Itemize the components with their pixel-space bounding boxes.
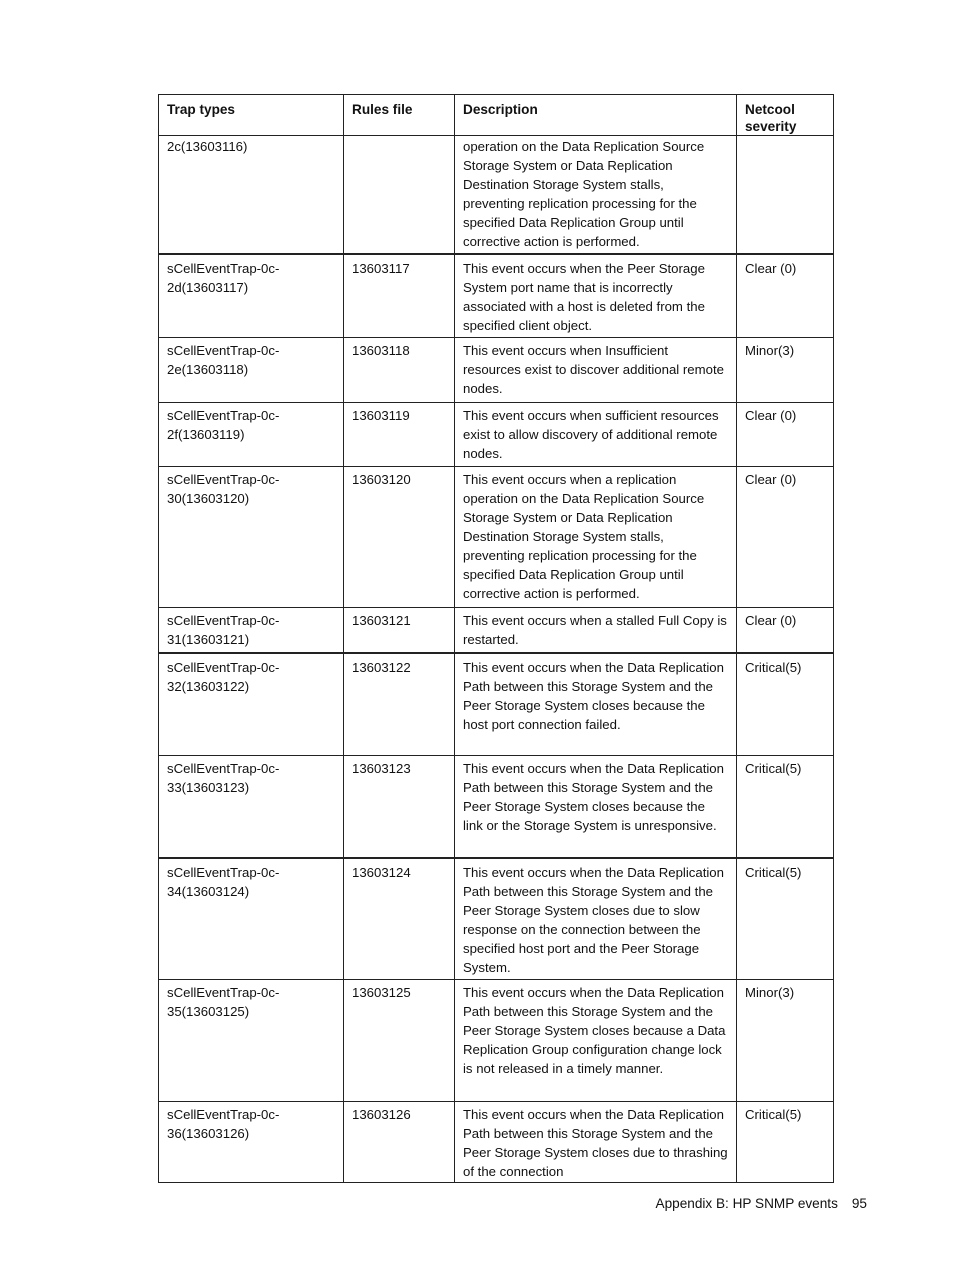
cell-trap-type: 2c(13603116) — [159, 136, 344, 254]
cell-trap-type: sCellEventTrap-0c-2d(13603117) — [159, 254, 344, 338]
table-row — [159, 403, 834, 467]
cell-rules-file: 13603119 — [344, 403, 455, 467]
cell-rules-file: 13603118 — [344, 338, 455, 403]
cell-rules-file: 13603123 — [344, 756, 455, 858]
cell-trap-type: sCellEventTrap-0c-35(13603125) — [159, 980, 344, 1102]
cell-description: operation on the Data Replication Source Storage System or Data Replication Destination Storage System stalls, preventing replication processing for the specified Data Replication Group until corrective action is performed. — [455, 136, 737, 254]
cell-rules-file: 13603120 — [344, 467, 455, 608]
cell-trap-type: sCellEventTrap-0c-2e(13603118) — [159, 338, 344, 403]
table-row — [159, 338, 834, 403]
cell-severity: Clear (0) — [737, 608, 834, 653]
cell-severity: Critical(5) — [737, 756, 834, 858]
table-row — [159, 1102, 834, 1183]
cell-severity: Minor(3) — [737, 980, 834, 1102]
cell-description: This event occurs when the Data Replication Path between this Storage System and the Peer Storage System closes because the link or the Storage System is unresponsive. — [455, 756, 737, 858]
table-row — [159, 136, 834, 254]
cell-description: This event occurs when a stalled Full Copy is restarted. — [455, 608, 737, 653]
cell-trap-type: sCellEventTrap-0c-2f(13603119) — [159, 403, 344, 467]
header-rules-file: Rules file — [344, 95, 455, 136]
header-netcool-severity: Netcool severity — [737, 95, 834, 136]
cell-trap-type: sCellEventTrap-0c-36(13603126) — [159, 1102, 344, 1183]
cell-severity: Clear (0) — [737, 254, 834, 338]
cell-trap-type: sCellEventTrap-0c-30(13603120) — [159, 467, 344, 608]
cell-trap-type: sCellEventTrap-0c-31(13603121) — [159, 608, 344, 653]
cell-description: This event occurs when sufficient resources exist to allow discovery of additional remote nodes. — [455, 403, 737, 467]
page-footer — [656, 1195, 867, 1213]
cell-severity: Critical(5) — [737, 653, 834, 756]
cell-description: This event occurs when the Data Replication Path between this Storage System and the Peer Storage System closes because the host port connection failed. — [455, 653, 737, 756]
cell-severity: Clear (0) — [737, 403, 834, 467]
table-row — [159, 254, 834, 338]
table-row — [159, 858, 834, 980]
page-number: 95 — [851, 1196, 867, 1211]
table-row — [159, 653, 834, 756]
cell-trap-type: sCellEventTrap-0c-34(13603124) — [159, 858, 344, 980]
table-header-row — [159, 95, 834, 136]
cell-rules-file: 13603124 — [344, 858, 455, 980]
table-row — [159, 756, 834, 858]
cell-rules-file: 13603117 — [344, 254, 455, 338]
cell-severity — [737, 136, 834, 254]
cell-description: This event occurs when the Data Replication Path between this Storage System and the Peer Storage System closes because a Data Replication Group configuration change lock is not released in a timely manner. — [455, 980, 737, 1102]
cell-severity: Critical(5) — [737, 858, 834, 980]
cell-trap-type: sCellEventTrap-0c-33(13603123) — [159, 756, 344, 858]
header-trap-types: Trap types — [159, 95, 344, 136]
table-row — [159, 608, 834, 653]
cell-severity: Critical(5) — [737, 1102, 834, 1183]
footer-section-title: Appendix B: HP SNMP events — [655, 1196, 838, 1211]
cell-description: This event occurs when the Data Replication Path between this Storage System and the Peer Storage System closes due to slow response on the connection between the specified host port and the Peer Storage System. — [455, 858, 737, 980]
cell-rules-file — [344, 136, 455, 254]
cell-rules-file: 13603121 — [344, 608, 455, 653]
cell-severity: Minor(3) — [737, 338, 834, 403]
cell-severity: Clear (0) — [737, 467, 834, 608]
cell-rules-file: 13603126 — [344, 1102, 455, 1183]
cell-rules-file: 13603125 — [344, 980, 455, 1102]
cell-rules-file: 13603122 — [344, 653, 455, 756]
snmp-events-table — [158, 94, 834, 1183]
cell-trap-type: sCellEventTrap-0c-32(13603122) — [159, 653, 344, 756]
table-row — [159, 467, 834, 608]
cell-description: This event occurs when Insufficient resources exist to discover additional remote nodes. — [455, 338, 737, 403]
header-description: Description — [455, 95, 737, 136]
cell-description: This event occurs when a replication operation on the Data Replication Source Storage System or Data Replication Destination Storage System stalls, preventing replication processing for the specified Data Replication Group until corrective action is performed. — [455, 467, 737, 608]
cell-description: This event occurs when the Peer Storage System port name that is incorrectly associated with a host is deleted from the specified client object. — [455, 254, 737, 338]
cell-description: This event occurs when the Data Replication Path between this Storage System and the Peer Storage System closes due to thrashing of the connection — [455, 1102, 737, 1183]
table-row — [159, 980, 834, 1102]
